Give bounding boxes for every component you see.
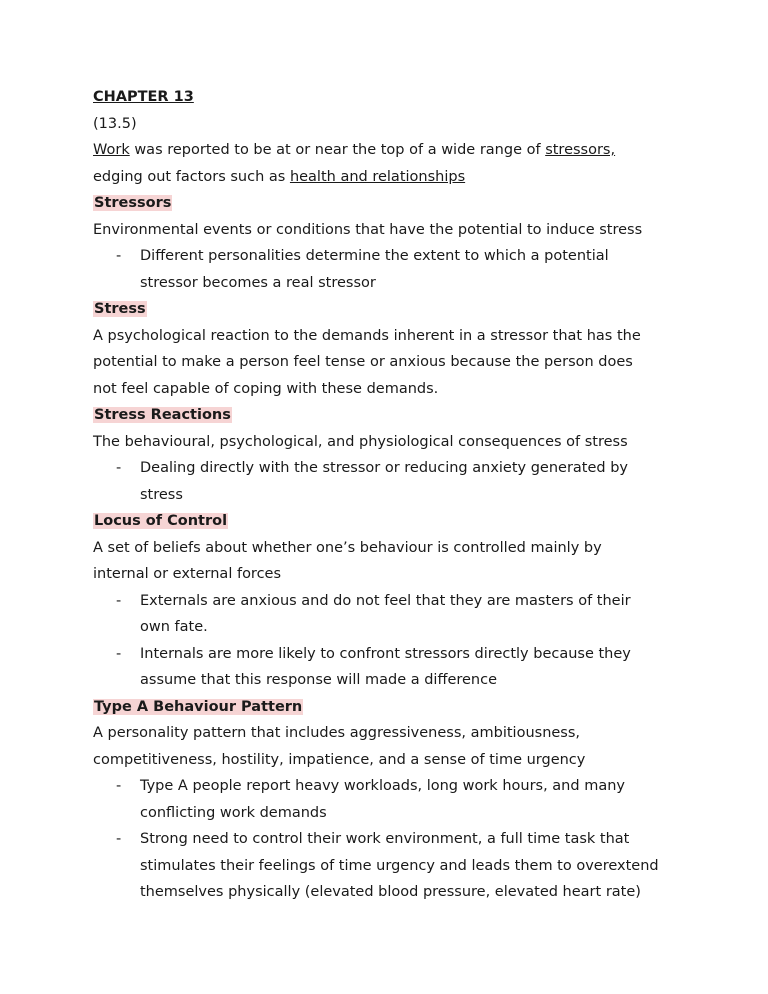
term-definition-locus-2: internal or external forces [93,566,282,582]
bullet-item: - Type A people report heavy workloads, long work hours, and many conflicting work demands [93,773,683,826]
chapter-heading: CHAPTER 13 [93,89,194,105]
term-definition-locus-1: A set of beliefs about whether one’s behaviour is controlled mainly by [93,539,602,556]
term-heading-stress: Stress [94,301,146,317]
term-definition-stressors: Environmental events or conditions that have the potential to induce stress [93,221,643,238]
term-definition-type-a-2: competitiveness, hostility, impatience, and a sense of time urgency [93,751,586,768]
dash-marker: - [116,592,122,609]
dash-marker: - [116,645,122,662]
bullet-item: - Strong need to control their work environment, a full time task that stimulates their feelings of time urgency and leads them to overextend themselves physically (elevated blood pressure, elevated heart rate) [93,826,683,906]
term-heading-stressors: Stressors [94,195,172,211]
intro-line-1: Work was reported to be at or near the top of a wide range of stressors, [93,142,616,158]
term-heading-type-a: Type A Behaviour Pattern [94,698,303,715]
term-definition-stress-3: not feel capable of coping with these demands. [93,380,439,397]
intro-underline-stressors: stressors, [545,142,616,158]
term-heading-stress-reactions: Stress Reactions [94,407,231,423]
term-definition-stress-reactions: The behavioural, psychological, and physiological consequences of stress [93,433,628,450]
intro-line-2: edging out factors such as health and relationships [93,168,466,185]
dash-marker: - [116,248,122,264]
dash-marker: - [116,778,122,794]
section-number: (13.5) [93,115,137,132]
bullet-item: - Different personalities determine the extent to which a potential stressor becomes a real stressor [93,243,683,296]
term-definition-type-a-1: A personality pattern that includes aggressiveness, ambitiousness, [93,725,581,741]
bullet-item: - Internals are more likely to confront stressors directly because they assume that this response will made a difference [93,641,683,694]
intro-underline-health: health and relationships [289,168,466,185]
dash-marker: - [116,831,122,847]
term-heading-locus-of-control: Locus of Control [94,513,228,529]
term-definition-stress-1: A psychological reaction to the demands inherent in a stressor that has the [93,327,641,344]
document-page [93,84,683,906]
dash-marker: - [116,460,122,476]
bullet-item: - Dealing directly with the stressor or reducing anxiety generated by stress [93,455,683,508]
term-definition-stress-2: potential to make a person feel tense or anxious because the person does [93,354,633,370]
intro-underline-work: Work [93,142,130,158]
bullet-item: - Externals are anxious and do not feel that they are masters of their own fate. [93,588,683,641]
